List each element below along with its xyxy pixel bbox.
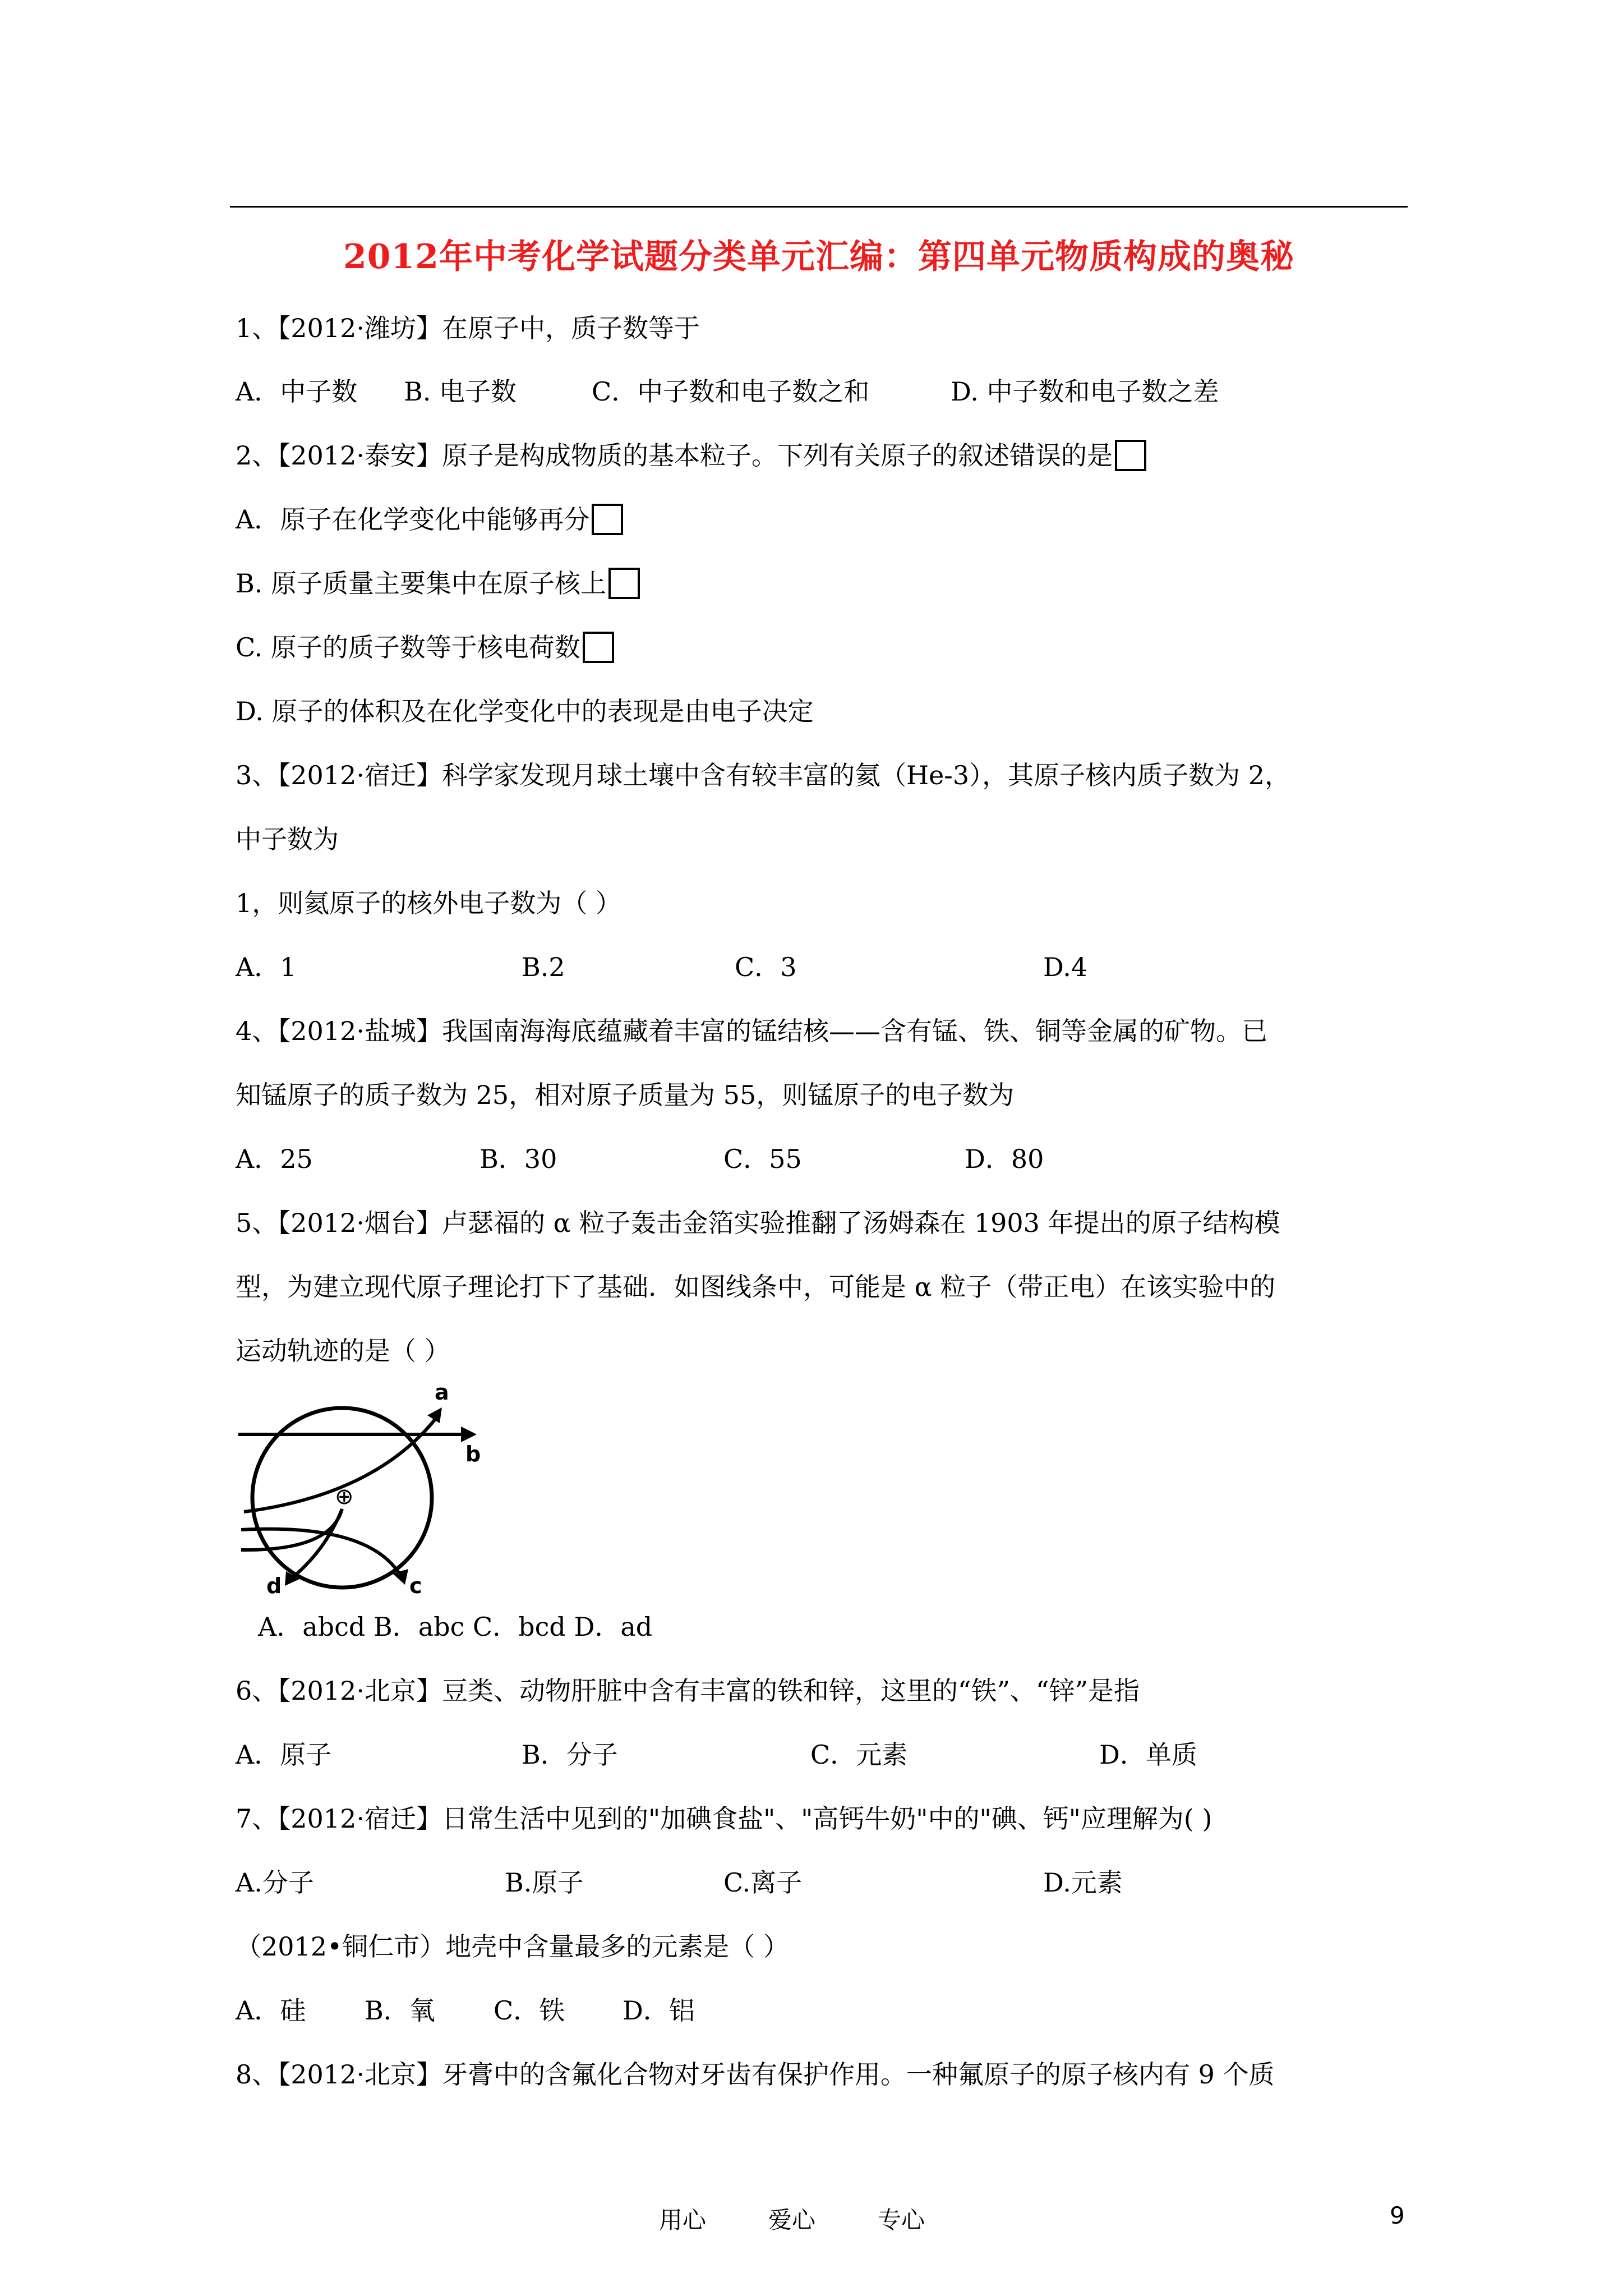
label-b: b (465, 1442, 481, 1466)
q3-option-b: B.2 (522, 952, 565, 982)
q4-line1: 4、【2012·盐城】我国南海海底蕴藏着丰富的锰结核——含有锰、铁、铜等金属的矿物。已 (236, 1016, 1267, 1046)
q4-option-a: A．25 (236, 1144, 313, 1174)
answer-box (592, 504, 623, 535)
q7b-stem: （2012•铜仁市）地壳中含量最多的元素是（ ） (236, 1931, 789, 1962)
q1-option-c: C．中子数和电子数之和 (592, 376, 870, 407)
q1-option-b: B. 电子数 (404, 376, 517, 407)
q7-option-a: A.分子 (236, 1867, 314, 1898)
q1-option-d: D. 中子数和电子数之差 (951, 376, 1219, 407)
q5-line3: 运动轨迹的是（ ） (236, 1336, 450, 1366)
alpha-scattering-diagram (230, 1383, 488, 1596)
header-rule (230, 206, 1408, 208)
footer-word-1: 用心 (659, 2206, 707, 2234)
q3-line3: 1，则氦原子的核外电子数为（ ） (236, 888, 621, 918)
q7-options (236, 1866, 1413, 1899)
q3-option-c: C．3 (735, 952, 797, 982)
label-a: a (435, 1383, 449, 1405)
q2-option-c: C. 原子的质子数等于核电荷数 (236, 632, 580, 662)
q7-option-d: D.元素 (1043, 1867, 1123, 1898)
q4-options (236, 1142, 1413, 1176)
q2-option-b: B. 原子质量主要集中在原子核上 (236, 568, 607, 599)
q4-option-c: C．55 (723, 1144, 802, 1174)
q6-option-a: A．原子 (236, 1740, 332, 1770)
q7b-option-c: C．铁 (494, 1995, 565, 2026)
q2-stem: 2、【2012·泰安】原子是构成物质的基本粒子。下列有关原子的叙述错误的是 (236, 440, 1113, 471)
q4-line2: 知锰原子的质子数为 25，相对原子质量为 55，则锰原子的电子数为 (236, 1080, 1015, 1110)
q3-options (236, 950, 1413, 984)
q3-line1: 3、【2012·宿迁】科学家发现月球土壤中含有较丰富的氦（He-3），其原子核内质子数为 2， (236, 760, 1290, 790)
answer-box (1115, 440, 1146, 471)
q2-option-a-line (236, 503, 623, 537)
label-d: d (266, 1573, 282, 1596)
footer-word-3: 专心 (878, 2206, 925, 2234)
q8-line1: 8、【2012·北京】牙膏中的含氟化合物对牙齿有保护作用。一种氟原子的原子核内有 9 个质 (236, 2059, 1275, 2090)
q6-options (236, 1738, 1413, 1772)
q2-option-b-line (236, 567, 640, 601)
q6-option-c: C．元素 (810, 1740, 908, 1770)
answer-box (583, 632, 614, 663)
q3-option-a: A．1 (236, 952, 297, 982)
q4-option-b: B．30 (479, 1144, 557, 1174)
q2-option-a: A．原子在化学变化中能够再分 (236, 504, 590, 535)
q7b-options (236, 1994, 1413, 2027)
q7-stem: 7、【2012·宿迁】日常生活中见到的"加碘食盐"、"高钙牛奶"中的"碘、钙"应理解为( ) (236, 1803, 1212, 1834)
q7b-option-d: D．铝 (623, 1995, 695, 2026)
q3-option-d: D.4 (1043, 952, 1088, 982)
q2-stem-line (236, 439, 1146, 473)
q4-option-d: D．80 (965, 1144, 1044, 1174)
q2-option-c-line (236, 631, 614, 665)
q1-option-a: A．中子数 (236, 376, 358, 407)
q7-option-b: B.原子 (505, 1867, 584, 1898)
q1-options (236, 375, 1413, 408)
answer-box (608, 568, 640, 599)
q6-stem: 6、【2012·北京】豆类、动物肝脏中含有丰富的铁和锌，这里的“铁”、“锌”是指 (236, 1676, 1140, 1706)
q7b-option-b: B．氧 (365, 1995, 435, 2026)
nucleus-label: ⊕ (335, 1484, 354, 1510)
label-c: c (409, 1573, 422, 1596)
page-number: 9 (1390, 2202, 1405, 2229)
arrow-b (461, 1427, 477, 1442)
q1-stem: 1、【2012·潍坊】在原子中，质子数等于 (236, 313, 700, 343)
q7-option-c: C.离子 (723, 1867, 803, 1898)
q6-option-b: B．分子 (522, 1740, 618, 1770)
q5-options: A．abcd B．abc C．bcd D．ad (258, 1612, 653, 1642)
q7b-option-a: A．硅 (236, 1995, 306, 2026)
alpha-scattering-figure (230, 1383, 488, 1596)
q2-option-d: D. 原子的体积及在化学变化中的表现是由电子决定 (236, 696, 814, 726)
q5-line2: 型，为建立现代原子理论打下了基础．如图线条中，可能是 α 粒子（带正电）在该实验中的 (236, 1272, 1276, 1302)
footer-word-2: 爱心 (768, 2206, 816, 2234)
q6-option-d: D．单质 (1099, 1740, 1197, 1770)
q3-line2: 中子数为 (236, 824, 339, 854)
q5-line1: 5、【2012·烟台】卢瑟福的 α 粒子轰击金箔实验推翻了汤姆森在 1903 年提出的原子结构模 (236, 1208, 1280, 1238)
page-title: 2012年中考化学试题分类单元汇编：第四单元物质构成的奥秘 (343, 237, 1294, 277)
